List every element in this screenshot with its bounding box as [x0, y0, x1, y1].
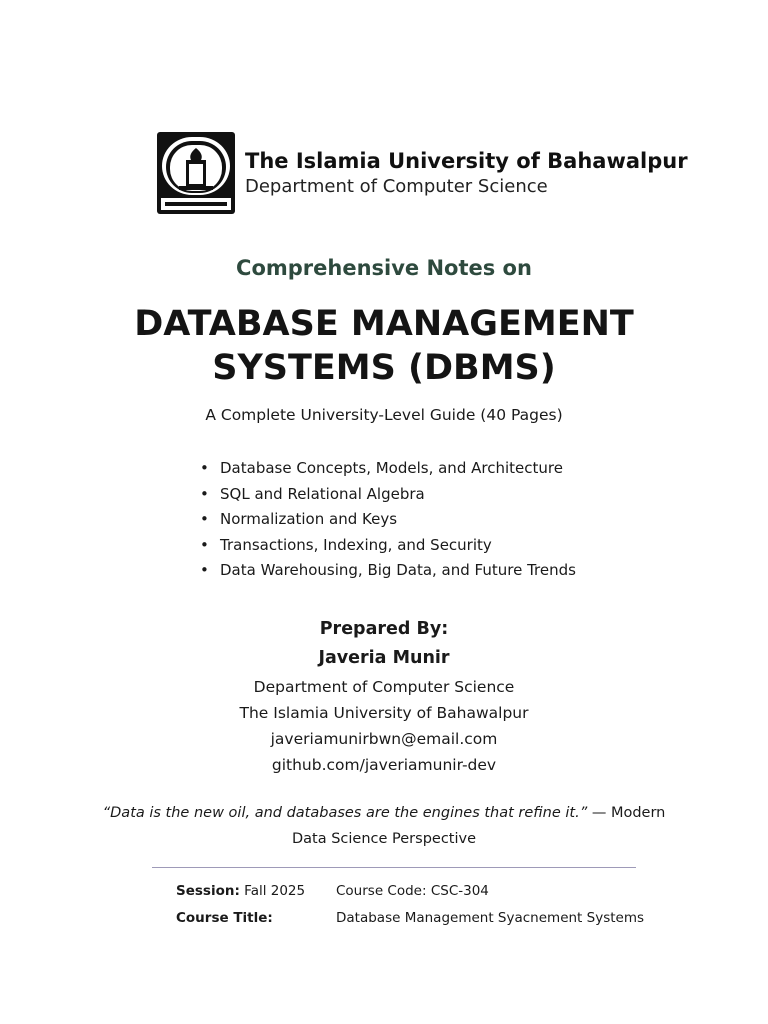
- cover-subtitle: Comprehensive Notes on: [236, 256, 532, 280]
- list-item: [200, 558, 576, 584]
- bullet-icon: •: [200, 561, 209, 579]
- course-title-value: Database Management Syacnement Systems: [336, 910, 645, 926]
- title-line-2: SYSTEMS (DBMS): [212, 348, 556, 388]
- author-block: [0, 616, 768, 778]
- university-header: [155, 130, 688, 216]
- bullet-icon: •: [200, 459, 209, 477]
- quote-block: [0, 800, 768, 852]
- list-item: [200, 482, 576, 508]
- topic-text: Normalization and Keys: [220, 510, 398, 528]
- university-logo: [155, 130, 237, 216]
- quote-attribution-part-2: Data Science Perspective: [291, 831, 477, 847]
- bullet-icon: •: [200, 484, 209, 503]
- list-item: [200, 456, 576, 482]
- topic-text: Data Warehousing, Big Data, and Future Trends: [220, 561, 576, 579]
- author-github: github.com/javeriamunir-dev: [271, 756, 497, 774]
- course-code: Course Code: CSC-304: [336, 883, 489, 899]
- topic-text: SQL and Relational Algebra: [220, 484, 425, 503]
- author-department: Department of Computer Science: [253, 678, 515, 696]
- author-name: Javeria Munir: [318, 648, 450, 668]
- session-info: [176, 883, 305, 899]
- course-title-label: Course Title:: [176, 910, 273, 926]
- quote-attribution-part-1: — Modern: [587, 805, 666, 821]
- guide-description: A Complete University-Level Guide (40 Pages): [205, 406, 563, 424]
- session-value: Fall 2025: [239, 883, 306, 899]
- divider: [152, 867, 636, 868]
- session-label: Session:: [176, 883, 240, 899]
- prepared-by-label: Prepared By:: [319, 619, 449, 639]
- author-university: The Islamia University of Bahawalpur: [239, 704, 529, 722]
- document-title: [0, 302, 768, 390]
- bullet-icon: •: [200, 510, 209, 528]
- list-item: [200, 533, 576, 559]
- topics-list: [200, 456, 576, 584]
- department-name: Department of Computer Science: [245, 176, 548, 197]
- author-email: javeriamunirbwn@email.com: [270, 730, 498, 748]
- topic-text: Database Concepts, Models, and Architecture: [220, 459, 563, 477]
- list-item: [200, 507, 576, 533]
- quote-text: “Data is the new oil, and databases are the engines that refine it.”: [102, 805, 588, 821]
- bullet-icon: •: [200, 535, 209, 554]
- title-line-1: DATABASE MANAGEMENT: [134, 304, 634, 344]
- topic-text: Transactions, Indexing, and Security: [220, 535, 492, 554]
- university-name: The Islamia University of Bahawalpur: [245, 149, 688, 173]
